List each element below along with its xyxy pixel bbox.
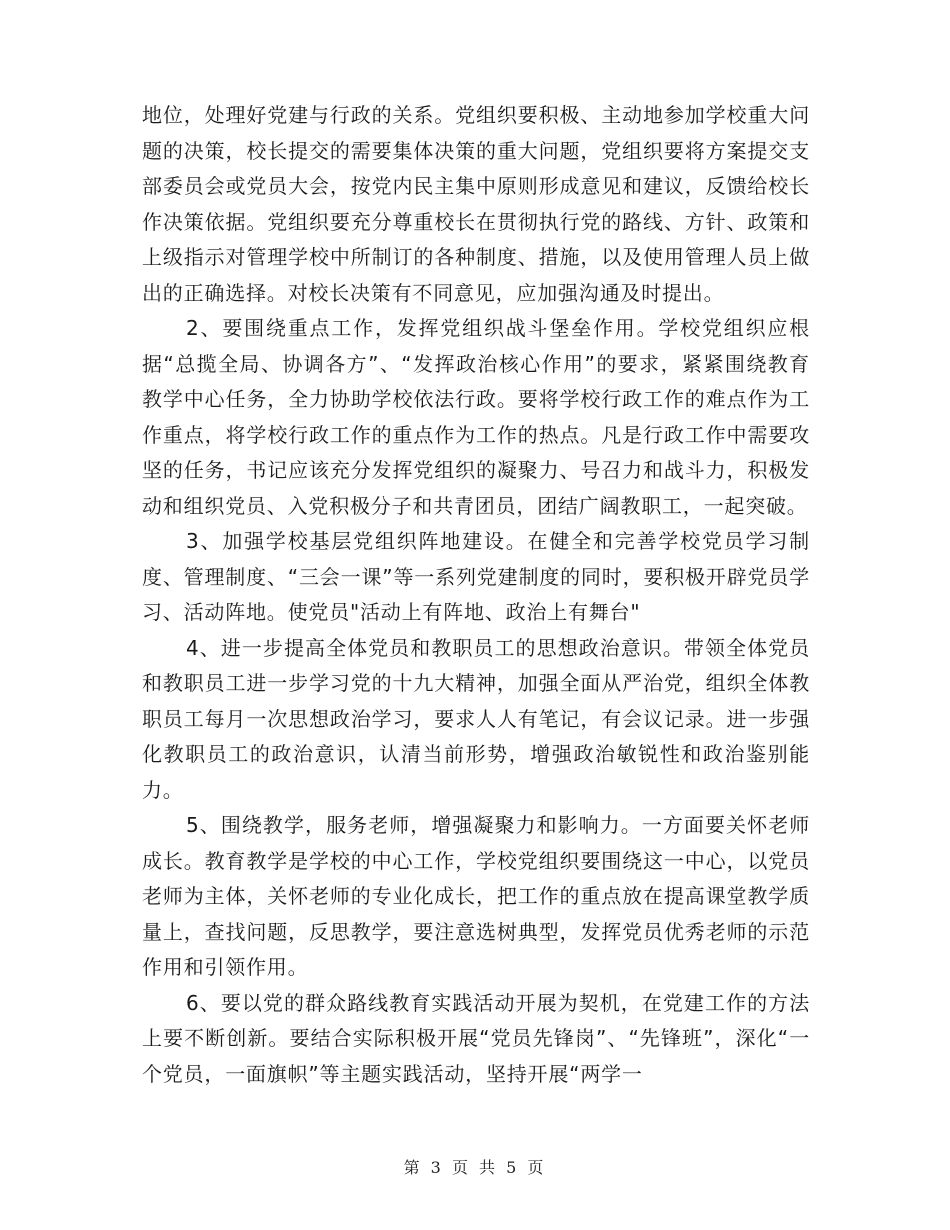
paragraph-item-4: 4、进一步提高全体党员和教职员工的思想政治意识。带领全体党员和教职员工进一步学习党的十九大精神，加强全面从严治党，组织全体教职员工每月一次思想政治学习，要求人人有笔记，有会议记录。进一步强化教职员工的政治意识，认清当前形势，增强政治敏锐性和政治鉴别能力。: [142, 635, 810, 802]
paragraph-item-5: 5、围绕教学，服务老师，增强凝聚力和影响力。一方面要关怀老师成长。教育教学是学校的中心工作，学校党组织要围绕这一中心，以党员老师为主体，关怀老师的专业化成长，把工作的重点放在提高课堂教学质量上，查找问题，反思教学，要注意选树典型，发挥党员优秀老师的示范作用和引领作用。: [142, 813, 810, 979]
paragraph-item-2: 2、要围绕重点工作，发挥党组织战斗堡垒作用。学校党组织应根据“总揽全局、协调各方”、“发挥政治核心作用”的要求，紧紧围绕教育教学中心任务，全力协助学校依法行政。要将学校行政工作的难点作为工作重点，将学校行政工作的重点作为工作的热点。凡是行政工作中需要攻坚的任务，书记应该充分发挥党组织的凝聚力、号召力和战斗力，积极发动和组织党员、入党积极分子和共青团员，团结广阔教职工，一起突破。: [142, 316, 810, 518]
paragraph-item-6: 6、要以党的群众路线教育实践活动开展为契机，在党建工作的方法上要不断创新。要结合实际积极开展“党员先锋岗”、“先锋班”，深化“一个党员，一面旗帜”等主题实践活动，坚持开展“两学一: [142, 990, 810, 1086]
paragraph-item-3: 3、加强学校基层党组织阵地建设。在健全和完善学校党员学习制度、管理制度、“三会一课”等一系列党建制度的同时，要积极开辟党员学习、活动阵地。使党员"活动上有阵地、政治上有舞台": [142, 529, 810, 624]
document-body: [142, 98, 810, 1092]
page-number-footer: 第 3 页 共 5 页: [403, 1158, 547, 1177]
paragraph-continuation: 地位，处理好党建与行政的关系。党组织要积极、主动地参加学校重大问题的决策，校长提交的需要集体决策的重大问题，党组织要将方案提交支部委员会或党员大会，按党内民主集中原则形成意见和建议，反馈给校长作决策依据。党组织要充分尊重校长在贯彻执行党的路线、方针、政策和上级指示对管理学校中所制订的各种制度、措施，以及使用管理人员上做出的正确选择。对校长决策有不同意见，应加强沟通及时提出。: [142, 103, 810, 305]
